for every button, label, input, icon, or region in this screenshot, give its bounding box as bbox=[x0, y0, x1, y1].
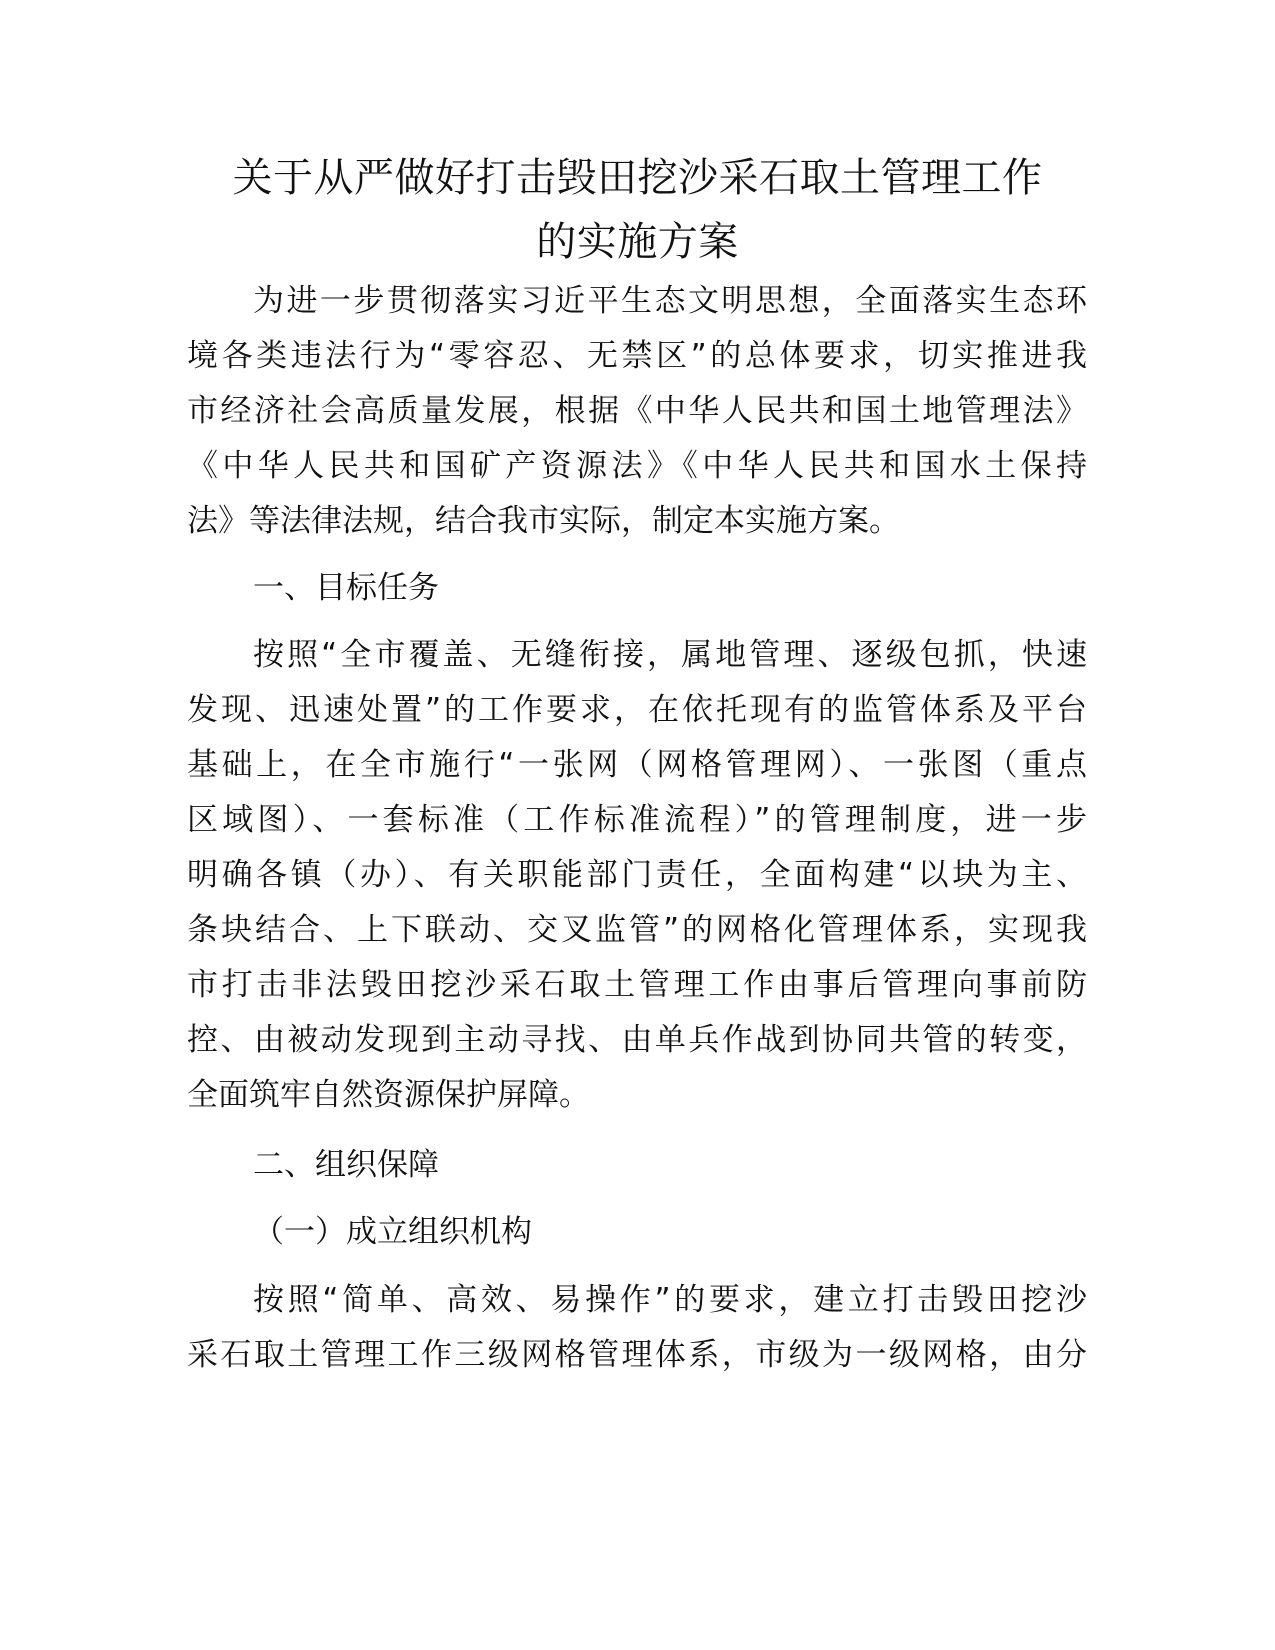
section-heading-organization: 二、组织保障 bbox=[253, 1147, 439, 1183]
intro-line: 境各类违法行为“零容忍、无禁区”的总体要求，切实推进我 bbox=[187, 338, 1087, 374]
section1-line: 条块结合、上下联动、交叉监管”的网格化管理体系，实现我 bbox=[187, 912, 1087, 948]
section1-line: 明确各镇（办）、有关职能部门责任，全面构建“以块为主、 bbox=[187, 857, 1087, 893]
section1-line: 全面筑牢自然资源保护屏障。 bbox=[187, 1077, 590, 1113]
intro-line: 市经济社会高质量发展，根据《中华人民共和国土地管理法》 bbox=[187, 393, 1087, 429]
intro-line: 法》等法律法规，结合我市实际，制定本实施方案。 bbox=[187, 503, 900, 539]
section1-line: 按照“全市覆盖、无缝衔接，属地管理、逐级包抓，快速 bbox=[253, 637, 1087, 673]
section1-line: 发现、迅速处置”的工作要求，在依托现有的监管体系及平台 bbox=[187, 692, 1087, 728]
section1-line: 市打击非法毁田挖沙采石取土管理工作由事后管理向事前防 bbox=[187, 967, 1087, 1003]
section-heading-goals: 一、目标任务 bbox=[253, 570, 439, 606]
intro-line: 《中华人民共和国矿产资源法》《中华人民共和国水土保持 bbox=[187, 448, 1087, 484]
section1-line: 控、由被动发现到主动寻找、由单兵作战到协同共管的转变， bbox=[187, 1022, 1087, 1058]
section1-line: 基础上，在全市施行“一张网（网格管理网）、一张图（重点 bbox=[187, 747, 1087, 783]
intro-line: 为进一步贯彻落实习近平生态文明思想，全面落实生态环 bbox=[253, 283, 1087, 319]
section1-line: 区域图）、一套标准（工作标准流程）”的管理制度，进一步 bbox=[187, 802, 1087, 838]
document-title-line-2: 的实施方案 bbox=[536, 219, 739, 265]
document-title-line-1: 关于从严做好打击毁田挖沙采石取土管理工作 bbox=[232, 155, 1043, 201]
section2-line: 按照“简单、高效、易操作”的要求，建立打击毁田挖沙 bbox=[253, 1282, 1087, 1318]
section2-line: 采石取土管理工作三级网格管理体系，市级为一级网格，由分 bbox=[187, 1337, 1087, 1373]
sub-heading-establish-organization: （一）成立组织机构 bbox=[253, 1214, 532, 1250]
